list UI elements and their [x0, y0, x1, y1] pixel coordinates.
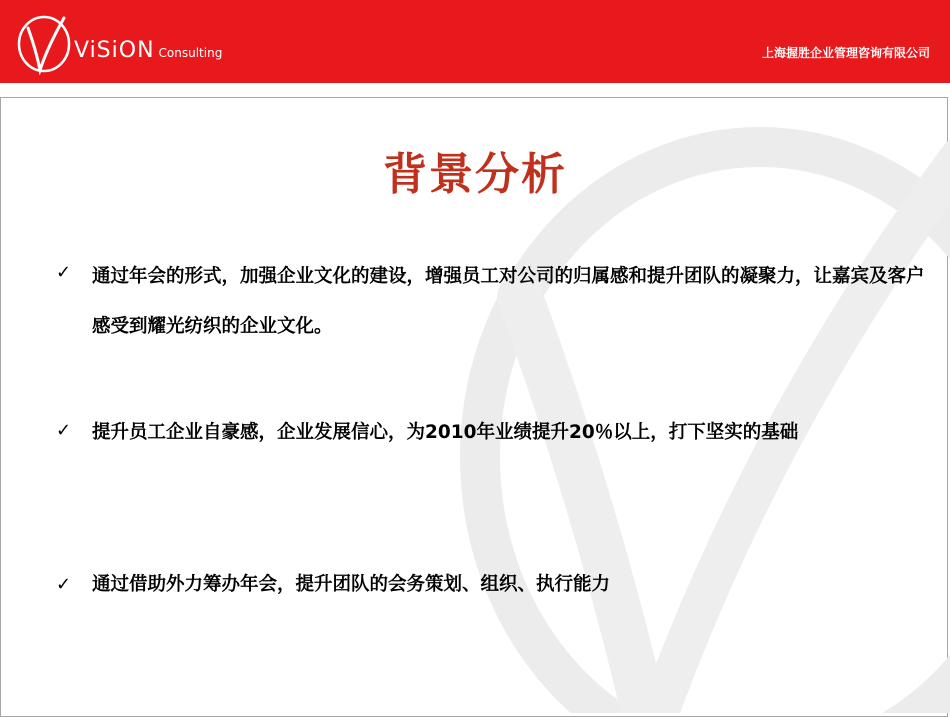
bullet-item-2: 提升员工企业自豪感，企业发展信心，为2010年业绩提升20％以上，打下坚实的基础 [92, 422, 799, 443]
bullet-item-1: 通过年会的形式，加强企业文化的建设，增强员工对公司的归属感和提升团队的凝聚力，让嘉宾及客户感受到耀光纺织的企业文化。 [92, 266, 925, 337]
bullet-item-3: 通过借助外力筹办年会，提升团队的会务策划、组织、执行能力 [92, 574, 611, 595]
brand-suffix: Consulting [158, 46, 223, 60]
brand-name: ViSiON [74, 38, 155, 63]
company-name: 上海握胜企业管理咨询有限公司 [761, 46, 930, 60]
check-mark-icon: ✓ [56, 574, 72, 595]
slide-title: 背景分析 [383, 149, 567, 200]
check-mark-icon: ✓ [56, 262, 72, 283]
check-mark-icon: ✓ [56, 420, 72, 441]
